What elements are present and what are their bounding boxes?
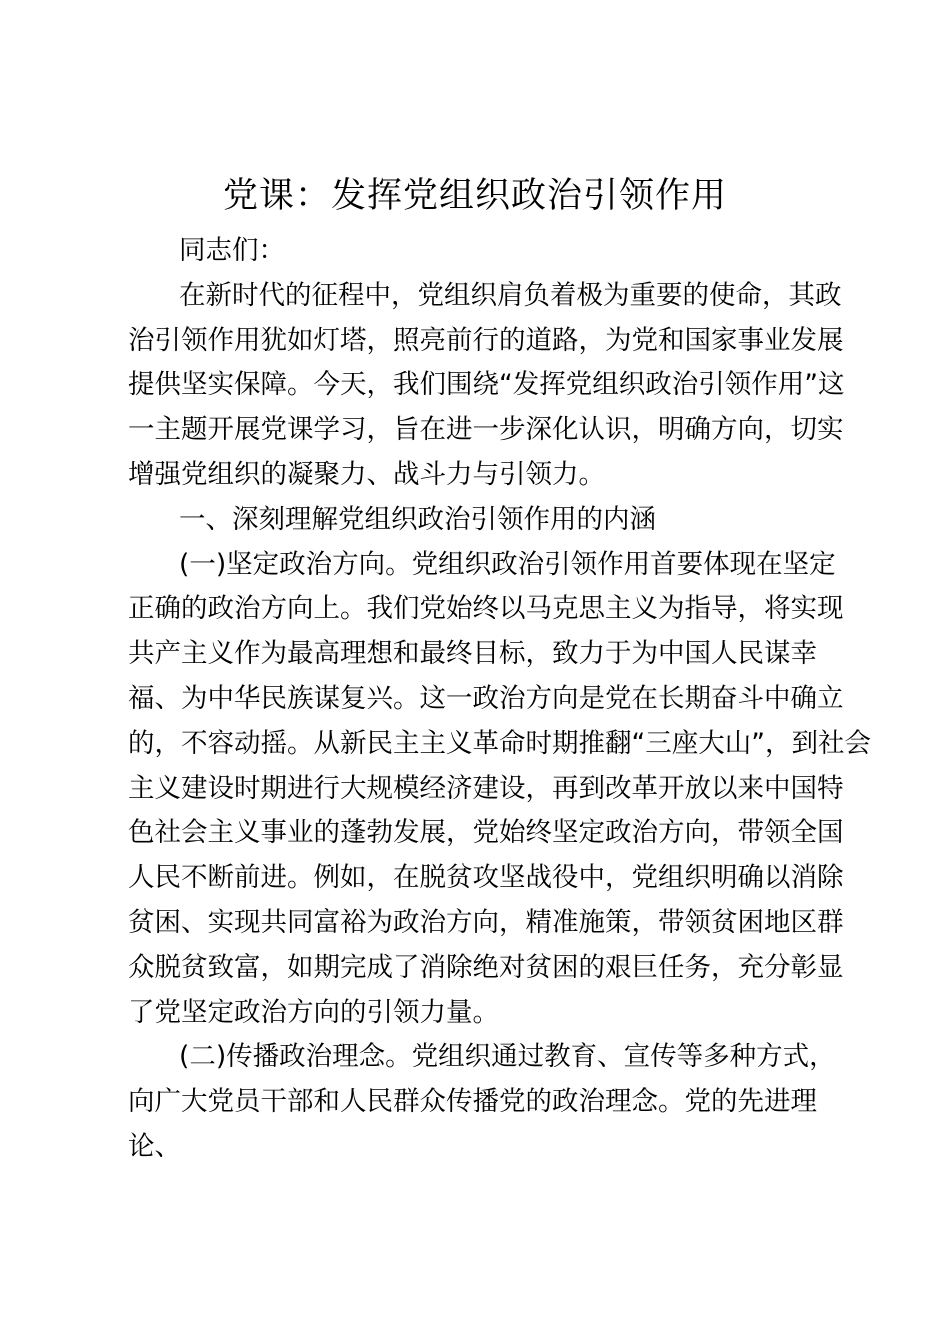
text-line: 治引领作用犹如灯塔，照亮前行的道路，为党和国家事业发展 [128,324,844,356]
text-line: 色社会主义事业的蓬勃发展，党始终坚定政治方向，带领全国 [128,817,844,849]
text-line: 一主题开展党课学习，旨在进一步深化认识，明确方向，切实 [128,414,844,446]
text-line: 的，不容动摇。从新民主主义革命时期推翻“三座大山”，到社会 [128,727,871,759]
text-line: 在新时代的征程中，党组织肩负着极为重要的使命，其政 [179,279,842,311]
text-line: 论、 [128,1130,181,1162]
text-line: 福、为中华民族谋复兴。这一政治方向是党在长期奋斗中确立 [128,682,844,714]
text-line: 正确的政治方向上。我们党始终以马克思主义为指导，将实现 [128,593,844,625]
text-line: 向广大党员干部和人民群众传播党的政治理念。党的先进理 [128,1086,817,1118]
text-line: 了党坚定政治方向的引领力量。 [128,996,499,1028]
text-line: (一)坚定政治方向。党组织政治引领作用首要体现在坚定 [179,548,836,580]
text-line: 一、深刻理解党组织政治引领作用的内涵 [179,503,656,535]
text-line: 提供坚实保障。今天，我们围绕“发挥党组织政治引领作用”这 [128,369,845,401]
text-line: 贫困、实现共同富裕为政治方向，精准施策，带领贫困地区群 [128,906,844,938]
text-line: 同志们： [179,235,285,266]
page-title: 党课：发挥党组织政治引领作用 [222,176,727,216]
text-line: 增强党组织的凝聚力、战斗力与引领力。 [128,458,605,490]
text-line: (二)传播政治理念。党组织通过教育、宣传等多种方式， [179,1041,836,1073]
text-line: 共产主义作为最高理想和最终目标，致力于为中国人民谋幸 [128,638,817,670]
document-body [128,229,871,1170]
text-line: 众脱贫致富，如期完成了消除绝对贫困的艰巨任务，充分彰显 [128,951,844,983]
text-line: 主义建设时期进行大规模经济建设，再到改革开放以来中国特 [128,772,844,804]
text-line: 人民不断前进。例如，在脱贫攻坚战役中，党组织明确以消除 [128,862,844,894]
